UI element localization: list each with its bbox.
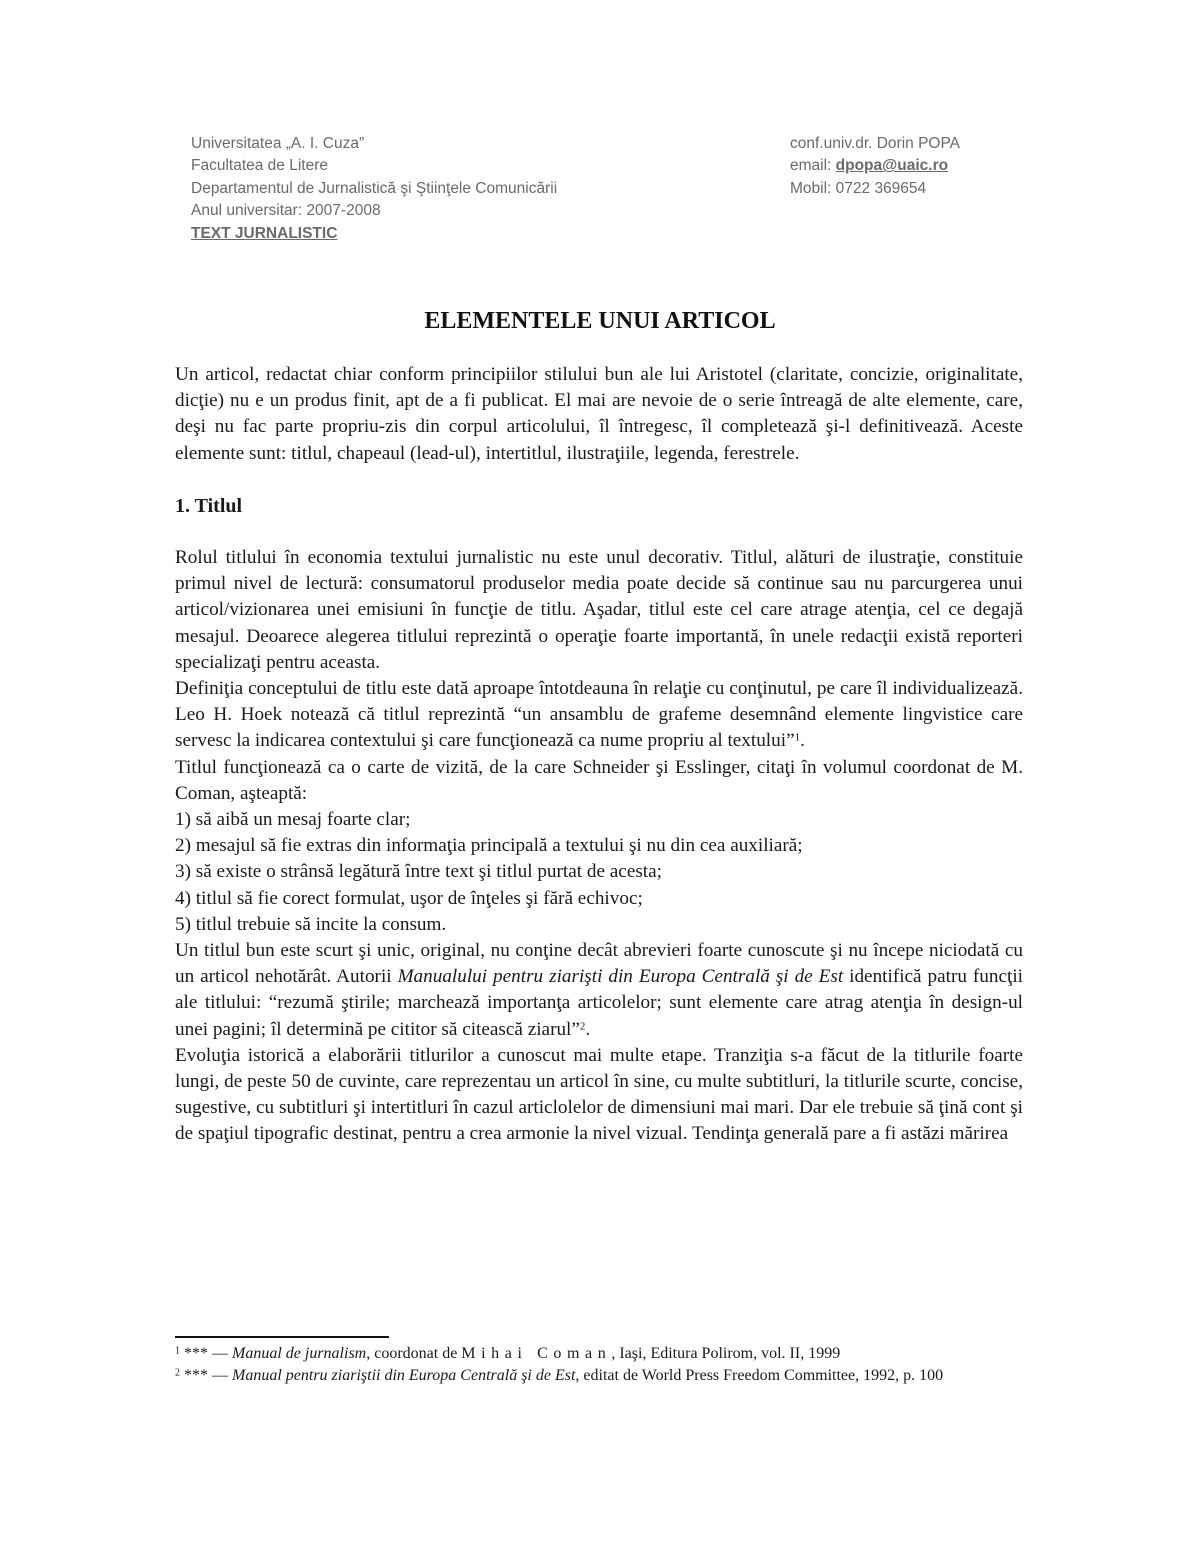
course-title: TEXT JURNALISTIC bbox=[191, 224, 338, 242]
academic-year: Anul universitar: 2007-2008 bbox=[191, 202, 381, 220]
faculty-name: Facultatea de Litere bbox=[191, 157, 329, 175]
phone-number: Mobil: 0722 369654 bbox=[790, 179, 927, 197]
paragraph-carte-vizita: Titlul funcţionează ca o carte de vizită, de la care Schneider şi Esslinger, citaţi în volumul coordonat de M. Coman, aşteaptă: bbox=[175, 756, 1023, 804]
paragraph-gap bbox=[175, 519, 1023, 545]
footnote-text: , Iaşi, Editura Polirom, vol. II, 1999 bbox=[611, 1345, 841, 1362]
footnote-ref-1[interactable]: 1 bbox=[794, 731, 801, 744]
footnote-2 bbox=[175, 1365, 1023, 1387]
paragraph-definitie-titlu bbox=[175, 676, 1023, 755]
footnote-prefix: *** — bbox=[180, 1367, 232, 1384]
footnote-number: 2 bbox=[175, 1367, 180, 1379]
paragraph-text: Un titlul bun este scurt şi unic, original, nu conţine decât abrevieri foarte cunoscute şi nu începe niciodată cu un articol nehotărât. Autorii bbox=[175, 940, 1023, 988]
footnote-title: Manual de jurnalism bbox=[232, 1345, 367, 1362]
email-label: email: bbox=[790, 157, 836, 175]
book-title: Manualului pentru ziarişti din Europa Centrală şi de Est bbox=[397, 966, 844, 988]
footnote-number: 1 bbox=[175, 1345, 180, 1357]
list-item: 4) titlul să fie corect formulat, uşor de înţeles şi fără echivoc; bbox=[175, 887, 643, 909]
list-item: 1) să aibă un mesaj foarte clar; bbox=[175, 809, 411, 831]
footnotes bbox=[175, 1343, 1023, 1387]
paragraph-text: identifică patru funcţii ale titlului: “rezumă ştirile; marchează importanţa articolelor; sunt elemente care atrag atenţia în design-ul unei pagini; îl determină pe cititor să citească ziarul” bbox=[175, 966, 1023, 1040]
author-contact-header bbox=[790, 133, 1110, 200]
paragraph-text: Definiţia conceptului de titlu este dată aproape întotdeauna în relaţie cu conţinutul, pe care îl individualizează. Leo H. Hoek notează că titlul reprezintă “un ansamblu de grafeme desemnând elemente lingvistice care servesc la indicarea contextului şi care funcţionează ca nume propriu al textului” bbox=[175, 678, 1023, 752]
footnote-separator bbox=[175, 1336, 389, 1338]
title-requirements-list bbox=[175, 807, 1023, 938]
intro-paragraph: Un articol, redactat chiar conform principiilor stilului bun ale lui Aristotel (claritate, concizie, originalitate, dicţie) nu e un produs finit, apt de a fi publicat. El mai are nevoie de o serie întreagă de alte elemente, care, deşi nu fac parte propriu-zis din corpul articolului, îl întregesc, îl completează şi-l definitivează. Aceste elemente sunt: titlul, chapeaul (lead-ul), intertitlul, ilustraţiile, legenda, ferestrele. bbox=[175, 364, 1023, 464]
footnote-editor: Mihai Coman bbox=[461, 1345, 612, 1362]
footnote-prefix: *** — bbox=[180, 1345, 232, 1362]
list-item: 2) mesajul să fie extras din informaţia principală a textului şi nu din cea auxiliară; bbox=[175, 835, 803, 857]
paragraph-titlu-bun bbox=[175, 938, 1023, 1043]
footnote-ref-2[interactable]: 2 bbox=[579, 1020, 586, 1033]
footnote-text: , coordonat de bbox=[366, 1345, 462, 1362]
university-name: Universitatea „A. I. Cuza” bbox=[191, 135, 365, 152]
article-body bbox=[175, 362, 1023, 1148]
list-item: 3) să existe o strânsă legătură între text şi titlul purtat de acesta; bbox=[175, 861, 662, 883]
document-title: ELEMENTELE UNUI ARTICOL bbox=[424, 308, 776, 334]
paragraph-end: . bbox=[585, 1018, 591, 1040]
email-link[interactable]: dpopa@uaic.ro bbox=[835, 157, 949, 175]
paragraph-evolutie-istorica: Evoluţia istorică a elaborării titlurilor a cunoscut mai multe etape. Tranziţia s-a făcut de la titlurile foarte lungi, de peste 50 de cuvinte, care reprezentau un articol în sine, cu multe subtitluri, la titlurile scurte, concise, sugestive, cu subtitluri şi intertitluri în cazul articlolelor de dimensiuni mai mari. Dar ele trebuie să ţină cont şi de spaţiul tipografic destinat, pentru a crea armonie la nivel vizual. Tendinţa generală pare a fi astăzi mărirea bbox=[175, 1044, 1023, 1145]
footnote-title: Manual pentru ziariştii din Europa Centrală şi de Est bbox=[232, 1367, 576, 1384]
paragraph-end: . bbox=[800, 730, 805, 752]
footnote-text: , editat de World Press Freedom Committee, 1992, p. 100 bbox=[575, 1367, 944, 1384]
institution-header bbox=[191, 133, 751, 245]
author-name: conf.univ.dr. Dorin POPA bbox=[790, 135, 961, 152]
paragraph-gap bbox=[175, 467, 1023, 493]
section-heading-titlul: 1. Titlul bbox=[175, 494, 243, 517]
department-name: Departamentul de Jurnalistică şi Ştiinţele Comunicării bbox=[191, 179, 558, 197]
email-line bbox=[790, 155, 1110, 177]
paragraph-rol-titlu: Rolul titlului în economia textului jurnalistic nu este unul decorativ. Titlul, alături de ilustraţie, constituie primul nivel de lectură: consumatorul produselor media poate decide să continue sau nu parcurgerea unui articol/vizionarea unei emisiuni în funcţie de titlu. Aşadar, titlul este cel care atrage atenţia, cel ce degajă mesajul. Deoarece alegerea titlului reprezintă o operaţie foarte importantă, în unele redacţii există reporteri specializaţi pentru aceasta. bbox=[175, 547, 1023, 673]
list-item: 5) titlul trebuie să incite la consum. bbox=[175, 913, 447, 935]
footnote-1 bbox=[175, 1343, 1023, 1365]
